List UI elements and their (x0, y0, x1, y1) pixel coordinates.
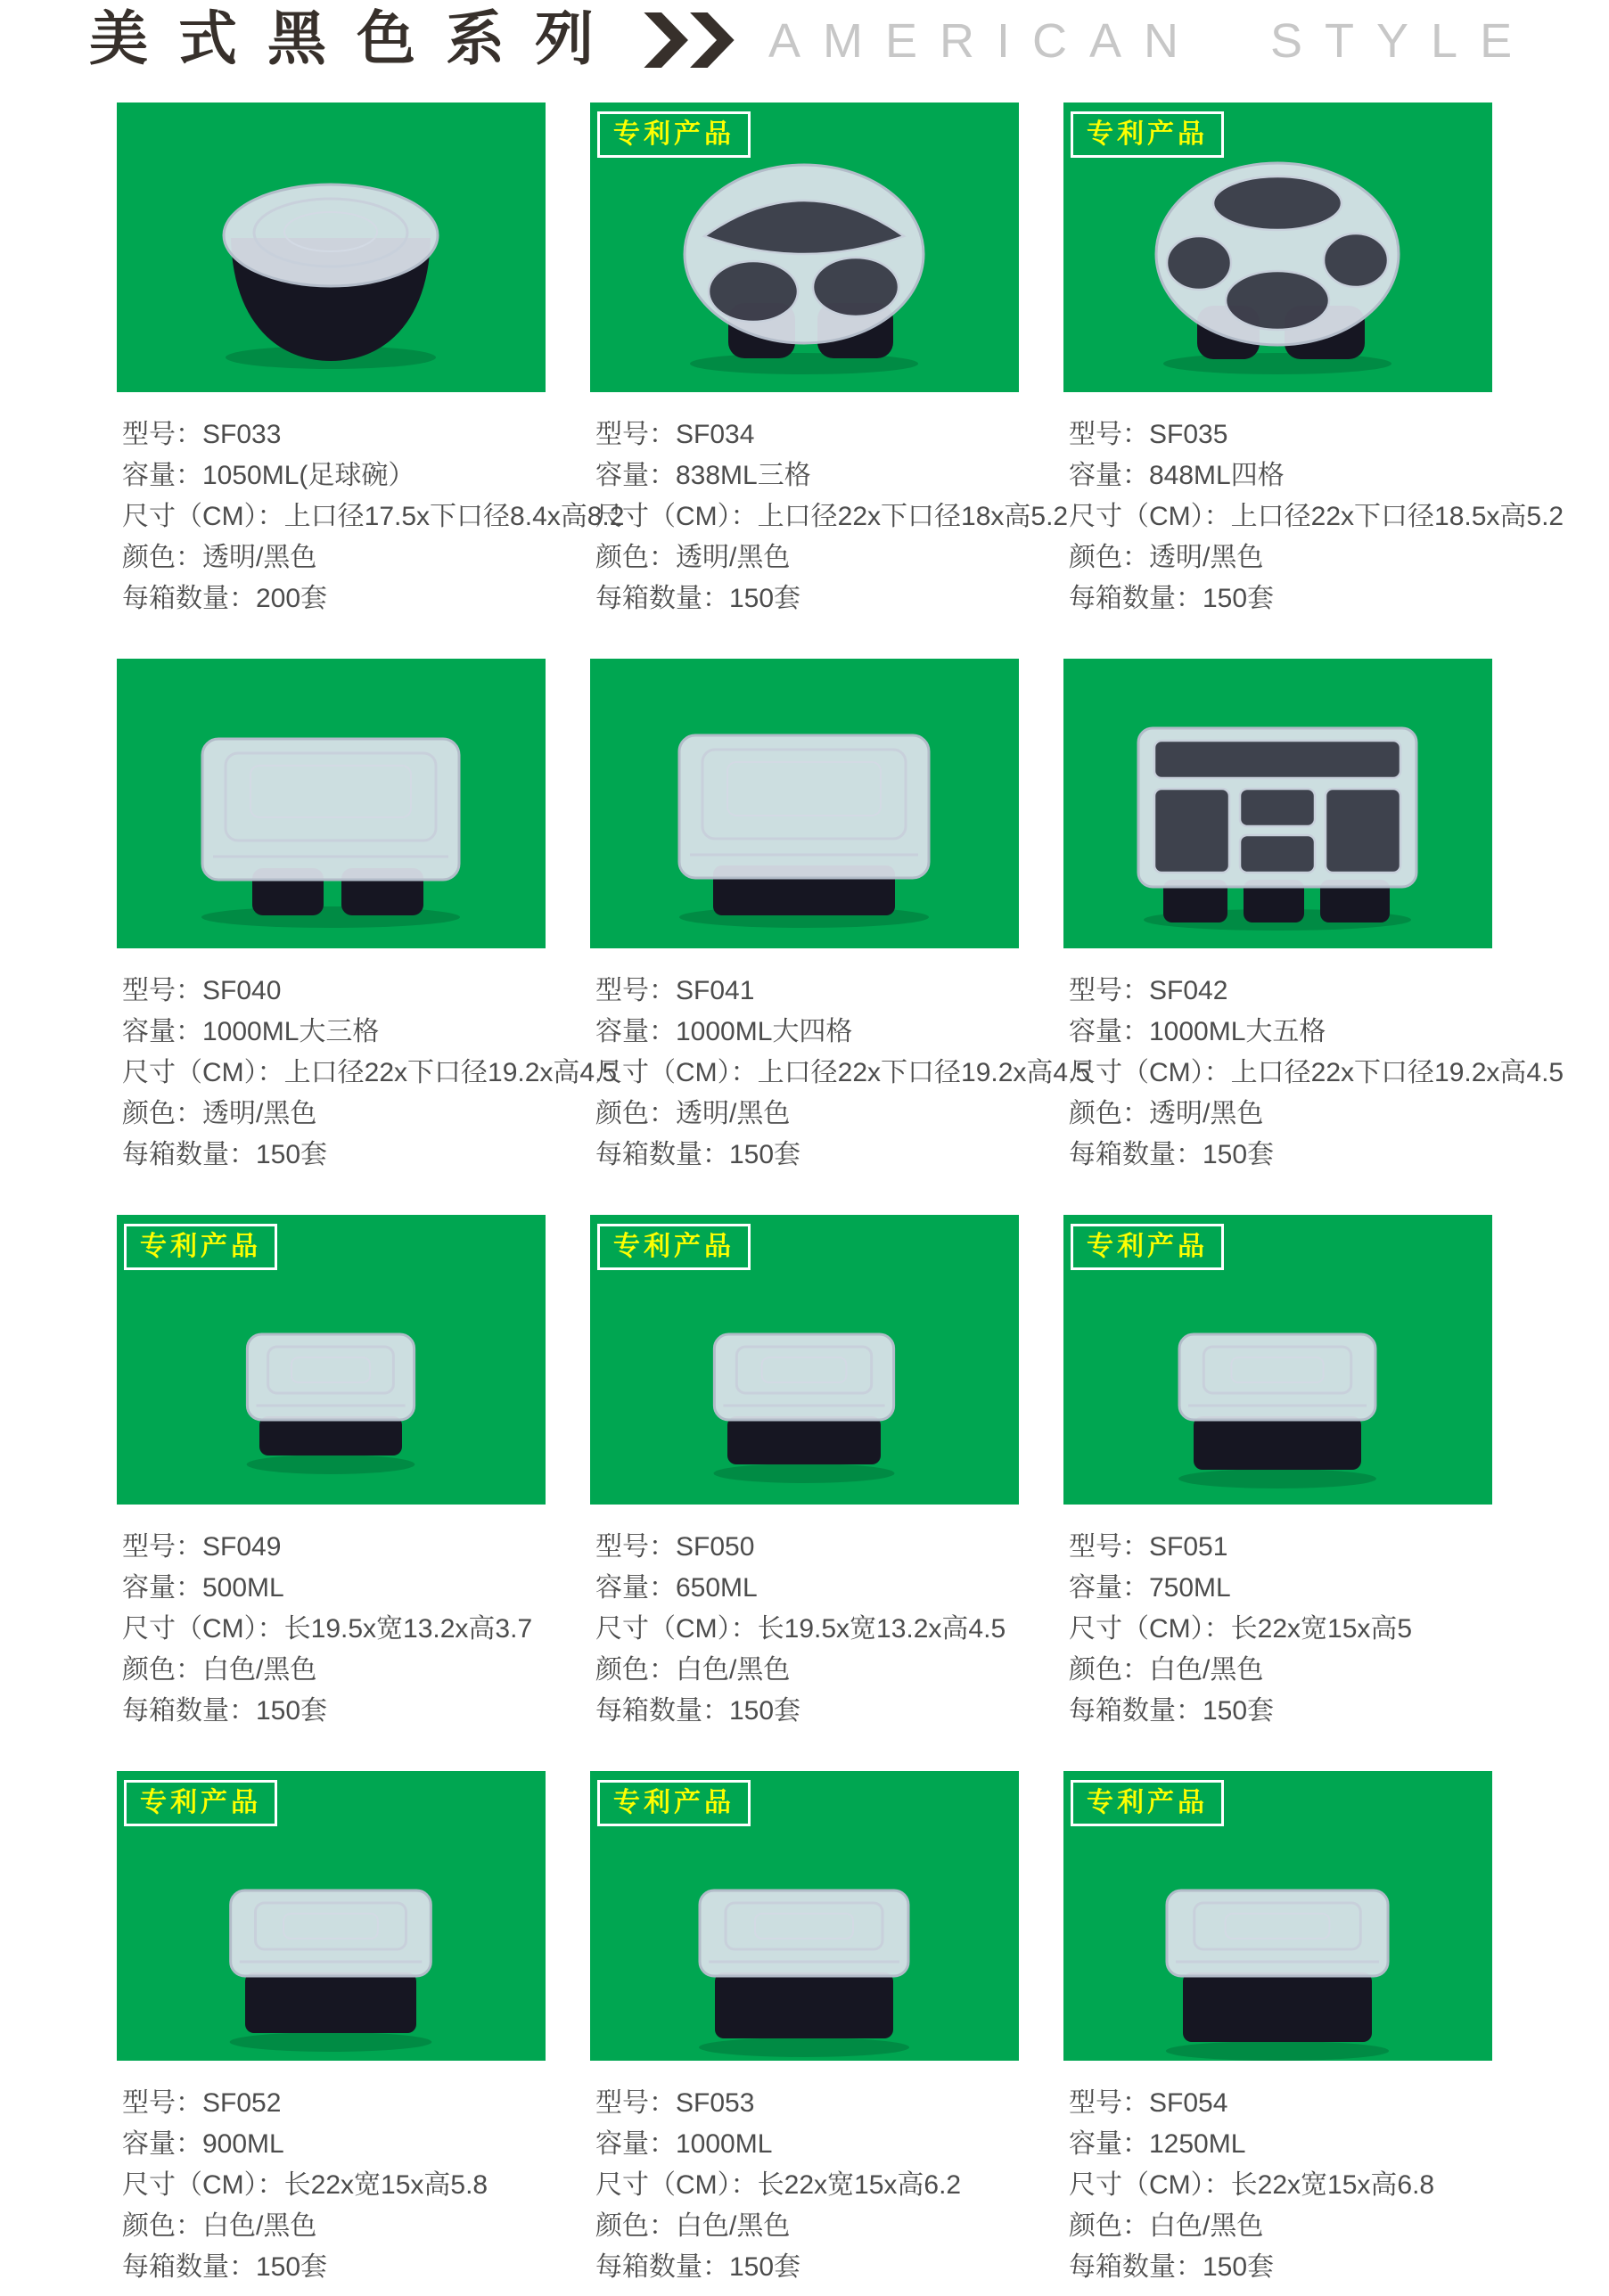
product-specs (590, 1505, 1019, 1732)
spec-line-qty (1069, 1691, 1492, 1732)
spec-color-label: 颜色： (122, 1099, 202, 1128)
product-specs (1063, 2061, 1492, 2288)
spec-qty-value: 150套 (256, 2252, 328, 2282)
spec-line-qty (122, 1135, 546, 1176)
spec-capacity-label: 容量： (122, 1573, 202, 1603)
spec-line-color (1069, 1650, 1492, 1691)
spec-qty-value: 150套 (729, 1696, 801, 1726)
spec-line-size (122, 1053, 618, 1094)
spec-color-value: 白色/黑色 (676, 1655, 791, 1685)
spec-qty-value: 150套 (729, 1140, 801, 1169)
spec-qty-value: 200套 (256, 584, 328, 613)
spec-model-label: 型号： (595, 976, 676, 1005)
spec-model-value: SF040 (202, 976, 282, 1005)
product-card-SF033 (117, 102, 625, 619)
product-card-SF042 (1063, 659, 1564, 1176)
spec-line-model (595, 1527, 1019, 1568)
spec-line-model (122, 414, 546, 455)
spec-qty-label: 每箱数量： (595, 584, 729, 613)
product-photo (590, 102, 1019, 392)
spec-model-value: SF035 (1149, 420, 1228, 449)
patent-badge: 专利产品 (597, 1780, 751, 1826)
product-specs (1063, 1505, 1492, 1732)
product-photo (117, 1215, 546, 1505)
spec-line-size (1069, 2165, 1492, 2206)
spec-capacity-value: 500ML (202, 1573, 284, 1603)
spec-size-value: 长22x宽15x高5 (1230, 1614, 1413, 1644)
spec-size-value: 上口径22x下口径19.2x高4.5 (1230, 1058, 1564, 1087)
spec-model-label: 型号： (1069, 420, 1149, 449)
spec-qty-label: 每箱数量： (122, 1140, 256, 1169)
spec-qty-label: 每箱数量： (122, 1696, 256, 1726)
spec-line-capacity (1069, 2124, 1492, 2165)
product-photo (117, 1771, 546, 2061)
spec-color-value: 透明/黑色 (676, 543, 791, 572)
spec-qty-value: 150套 (729, 584, 801, 613)
spec-line-model (122, 2083, 546, 2124)
patent-badge: 专利产品 (1071, 1780, 1224, 1826)
product-photo (117, 102, 546, 392)
spec-color-value: 透明/黑色 (1149, 543, 1264, 572)
spec-size-label: 尺寸（CM）： (122, 1058, 284, 1087)
spec-line-size (595, 1609, 1019, 1650)
spec-capacity-label: 容量： (1069, 1573, 1149, 1603)
spec-line-qty (595, 578, 1019, 619)
spec-line-capacity (595, 455, 1019, 496)
spec-size-value: 长22x宽15x高6.8 (1230, 2170, 1435, 2200)
spec-line-model (1069, 414, 1492, 455)
product-card-SF040 (117, 659, 618, 1176)
spec-color-value: 透明/黑色 (1149, 1099, 1264, 1128)
spec-line-capacity (1069, 455, 1492, 496)
product-photo (1063, 659, 1492, 948)
spec-line-qty (1069, 1135, 1492, 1176)
spec-size-label: 尺寸（CM）： (595, 502, 758, 531)
spec-line-color (1069, 2206, 1492, 2247)
product-photo (117, 659, 546, 948)
spec-line-capacity (122, 1568, 546, 1609)
spec-color-label: 颜色： (1069, 2211, 1149, 2241)
product-photo (590, 1215, 1019, 1505)
spec-qty-value: 150套 (1203, 2252, 1275, 2282)
spec-qty-value: 150套 (256, 1140, 328, 1169)
spec-model-label: 型号： (1069, 1532, 1149, 1562)
spec-model-label: 型号： (595, 2088, 676, 2118)
spec-color-value: 透明/黑色 (202, 543, 317, 572)
spec-line-qty (595, 1691, 1019, 1732)
spec-qty-label: 每箱数量： (1069, 1696, 1203, 1726)
spec-size-value: 长19.5x宽13.2x高3.7 (283, 1614, 533, 1644)
spec-color-value: 透明/黑色 (676, 1099, 791, 1128)
spec-line-qty (595, 1135, 1019, 1176)
spec-capacity-value: 838ML三格 (676, 461, 811, 490)
spec-color-label: 颜色： (595, 543, 676, 572)
spec-line-color (122, 537, 546, 578)
product-specs (1063, 392, 1564, 619)
spec-capacity-value: 650ML (676, 1573, 758, 1603)
spec-color-label: 颜色： (1069, 1099, 1149, 1128)
spec-line-qty (122, 1691, 546, 1732)
patent-badge: 专利产品 (124, 1780, 277, 1826)
spec-model-value: SF042 (1149, 976, 1228, 1005)
spec-line-model (595, 971, 1019, 1012)
product-specs (117, 948, 618, 1176)
container-illustration (117, 102, 546, 392)
spec-qty-value: 150套 (1203, 584, 1275, 613)
spec-color-value: 白色/黑色 (1149, 2211, 1264, 2241)
spec-capacity-value: 1000ML大四格 (676, 1017, 853, 1046)
spec-line-model (122, 1527, 546, 1568)
spec-qty-value: 150套 (729, 2252, 801, 2282)
product-specs (590, 948, 1091, 1176)
spec-capacity-label: 容量： (1069, 1017, 1149, 1046)
spec-line-capacity (1069, 1012, 1492, 1053)
spec-capacity-label: 容量： (122, 461, 202, 490)
spec-size-label: 尺寸（CM）： (1069, 1058, 1231, 1087)
spec-qty-label: 每箱数量： (595, 1140, 729, 1169)
spec-line-size (122, 496, 625, 537)
spec-capacity-value: 1000ML (676, 2129, 773, 2159)
container-illustration (1063, 659, 1492, 948)
spec-size-label: 尺寸（CM）： (122, 1614, 284, 1644)
spec-size-label: 尺寸（CM）： (122, 502, 284, 531)
spec-line-size (122, 1609, 546, 1650)
spec-line-model (122, 971, 546, 1012)
spec-size-value: 上口径17.5x下口径8.4x高8.2 (283, 502, 625, 531)
patent-badge: 专利产品 (1071, 111, 1224, 158)
spec-model-value: SF052 (202, 2088, 282, 2118)
spec-line-size (595, 496, 1069, 537)
spec-line-qty (595, 2247, 1019, 2288)
spec-line-color (595, 537, 1019, 578)
spec-line-capacity (595, 1012, 1019, 1053)
product-photo (590, 659, 1019, 948)
spec-qty-label: 每箱数量： (595, 2252, 729, 2282)
spec-color-label: 颜色： (122, 1655, 202, 1685)
spec-color-label: 颜色： (595, 1655, 676, 1685)
spec-size-value: 上口径22x下口径18.5x高5.2 (1230, 502, 1564, 531)
spec-capacity-label: 容量： (1069, 2129, 1149, 2159)
product-card-SF034 (590, 102, 1069, 619)
spec-model-label: 型号： (122, 976, 202, 1005)
page-header (89, 4, 1534, 73)
product-specs (590, 392, 1069, 619)
spec-model-label: 型号： (122, 2088, 202, 2118)
spec-capacity-value: 1250ML (1149, 2129, 1246, 2159)
spec-color-value: 白色/黑色 (1149, 1655, 1264, 1685)
spec-color-value: 透明/黑色 (202, 1099, 317, 1128)
product-specs (590, 2061, 1019, 2288)
spec-line-qty (1069, 2247, 1492, 2288)
spec-qty-label: 每箱数量： (1069, 584, 1203, 613)
spec-size-label: 尺寸（CM）： (1069, 2170, 1231, 2200)
spec-model-value: SF041 (676, 976, 755, 1005)
product-card-SF041 (590, 659, 1091, 1176)
spec-capacity-label: 容量： (122, 2129, 202, 2159)
product-specs (1063, 948, 1564, 1176)
spec-line-size (1069, 1609, 1492, 1650)
spec-line-capacity (122, 2124, 546, 2165)
spec-color-value: 白色/黑色 (676, 2211, 791, 2241)
spec-model-value: SF033 (202, 420, 282, 449)
spec-capacity-value: 1050ML(足球碗） (202, 461, 415, 490)
container-illustration (590, 659, 1019, 948)
spec-capacity-label: 容量： (595, 461, 676, 490)
spec-qty-value: 150套 (1203, 1696, 1275, 1726)
spec-capacity-label: 容量： (595, 1573, 676, 1603)
spec-line-capacity (1069, 1568, 1492, 1609)
patent-badge: 专利产品 (1071, 1224, 1224, 1270)
spec-size-value: 上口径22x下口径18x高5.2 (757, 502, 1069, 531)
spec-model-value: SF051 (1149, 1532, 1228, 1562)
series-title-en: AMERICAN STYLE (768, 14, 1535, 68)
patent-badge: 专利产品 (597, 1224, 751, 1270)
spec-model-label: 型号： (1069, 976, 1149, 1005)
spec-line-model (1069, 1527, 1492, 1568)
spec-model-label: 型号： (595, 1532, 676, 1562)
spec-model-label: 型号： (122, 1532, 202, 1562)
product-specs (117, 1505, 546, 1732)
spec-capacity-value: 1000ML大三格 (202, 1017, 380, 1046)
spec-model-label: 型号： (122, 420, 202, 449)
spec-model-label: 型号： (1069, 2088, 1149, 2118)
spec-capacity-label: 容量： (595, 1017, 676, 1046)
spec-qty-label: 每箱数量： (1069, 1140, 1203, 1169)
product-card-SF054 (1063, 1771, 1492, 2288)
spec-color-label: 颜色： (122, 543, 202, 572)
spec-size-label: 尺寸（CM）： (595, 1058, 758, 1087)
product-card-SF051 (1063, 1215, 1492, 1732)
spec-line-capacity (122, 455, 546, 496)
spec-color-label: 颜色： (1069, 1655, 1149, 1685)
spec-model-value: SF049 (202, 1532, 282, 1562)
spec-line-color (595, 1094, 1019, 1135)
spec-line-model (595, 414, 1019, 455)
product-photo (1063, 102, 1492, 392)
product-card-SF052 (117, 1771, 546, 2288)
spec-size-value: 长22x宽15x高6.2 (757, 2170, 962, 2200)
spec-line-model (1069, 971, 1492, 1012)
spec-color-value: 白色/黑色 (202, 1655, 317, 1685)
spec-model-value: SF053 (676, 2088, 755, 2118)
spec-capacity-label: 容量： (595, 2129, 676, 2159)
spec-size-value: 长19.5x宽13.2x高4.5 (757, 1614, 1006, 1644)
spec-line-size (595, 2165, 1019, 2206)
spec-size-value: 长22x宽15x高5.8 (283, 2170, 488, 2200)
spec-line-color (122, 1650, 546, 1691)
spec-model-value: SF034 (676, 420, 755, 449)
product-card-SF035 (1063, 102, 1564, 619)
spec-line-capacity (595, 2124, 1019, 2165)
spec-capacity-value: 848ML四格 (1149, 461, 1285, 490)
spec-color-value: 白色/黑色 (202, 2211, 317, 2241)
spec-line-color (1069, 1094, 1492, 1135)
spec-line-color (122, 1094, 546, 1135)
spec-capacity-value: 750ML (1149, 1573, 1231, 1603)
spec-line-capacity (122, 1012, 546, 1053)
patent-badge: 专利产品 (597, 111, 751, 158)
product-photo (1063, 1771, 1492, 2061)
spec-line-color (122, 2206, 546, 2247)
product-grid (117, 102, 1564, 2288)
spec-line-model (1069, 2083, 1492, 2124)
spec-size-label: 尺寸（CM）： (122, 2170, 284, 2200)
spec-line-model (595, 2083, 1019, 2124)
spec-capacity-label: 容量： (1069, 461, 1149, 490)
spec-color-label: 颜色： (1069, 543, 1149, 572)
spec-line-color (595, 1650, 1019, 1691)
patent-badge: 专利产品 (124, 1224, 277, 1270)
spec-model-value: SF050 (676, 1532, 755, 1562)
spec-color-label: 颜色： (595, 2211, 676, 2241)
product-photo (1063, 1215, 1492, 1505)
spec-size-label: 尺寸（CM）： (1069, 502, 1231, 531)
spec-line-qty (122, 2247, 546, 2288)
spec-line-qty (122, 578, 546, 619)
spec-size-value: 上口径22x下口径19.2x高4.5 (283, 1058, 618, 1087)
spec-model-label: 型号： (595, 420, 676, 449)
product-card-SF053 (590, 1771, 1019, 2288)
spec-model-value: SF054 (1149, 2088, 1228, 2118)
product-specs (117, 2061, 546, 2288)
spec-line-color (595, 2206, 1019, 2247)
spec-line-qty (1069, 578, 1492, 619)
container-illustration (117, 659, 546, 948)
spec-size-label: 尺寸（CM）： (1069, 1614, 1231, 1644)
spec-qty-label: 每箱数量： (1069, 2252, 1203, 2282)
spec-qty-label: 每箱数量： (595, 1696, 729, 1726)
spec-size-label: 尺寸（CM）： (595, 1614, 758, 1644)
spec-qty-value: 150套 (1203, 1140, 1275, 1169)
product-card-SF049 (117, 1215, 546, 1732)
spec-size-value: 上口径22x下口径19.2x高4.5 (757, 1058, 1091, 1087)
spec-qty-label: 每箱数量： (122, 584, 256, 613)
series-title-cn: 美式黑色系列 (89, 5, 624, 71)
spec-line-color (1069, 537, 1492, 578)
spec-size-label: 尺寸（CM）： (595, 2170, 758, 2200)
spec-line-size (1069, 1053, 1564, 1094)
spec-capacity-value: 1000ML大五格 (1149, 1017, 1326, 1046)
spec-line-size (595, 1053, 1091, 1094)
product-card-SF050 (590, 1215, 1019, 1732)
spec-color-label: 颜色： (595, 1099, 676, 1128)
product-photo (590, 1771, 1019, 2061)
spec-qty-label: 每箱数量： (122, 2252, 256, 2282)
spec-capacity-value: 900ML (202, 2129, 284, 2159)
spec-qty-value: 150套 (256, 1696, 328, 1726)
spec-capacity-label: 容量： (122, 1017, 202, 1046)
spec-line-size (1069, 496, 1564, 537)
double-chevron-icon (619, 12, 759, 68)
spec-color-label: 颜色： (122, 2211, 202, 2241)
spec-line-size (122, 2165, 546, 2206)
spec-line-capacity (595, 1568, 1019, 1609)
product-specs (117, 392, 625, 619)
